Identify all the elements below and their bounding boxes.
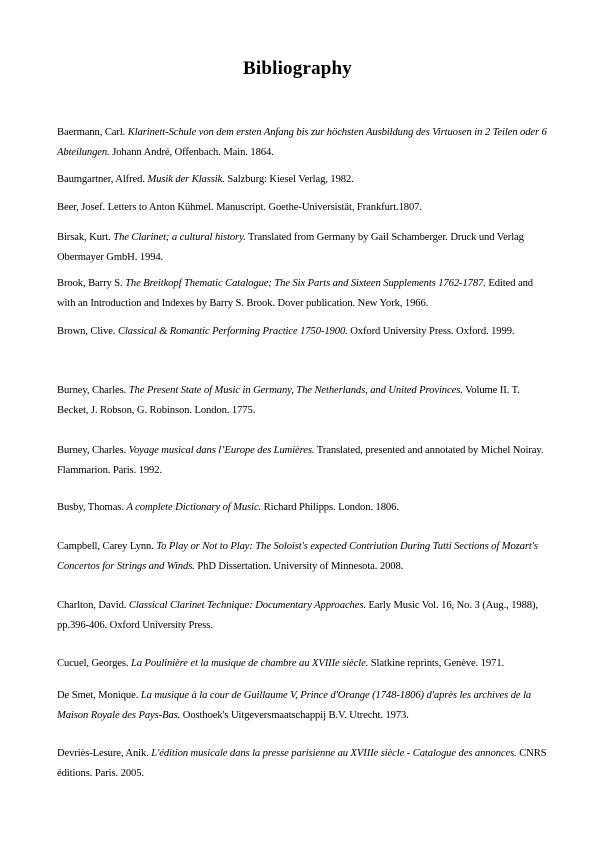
entry-title: The Present State of Music in Germany, The Netherlands, and United Provinces. [128,385,463,396]
entry-text: Slatkine reprints, Genève. 1971. [368,658,505,669]
entry-text: Volume II. T. Becket, J. Robson, G. Robinson. London. 1775. [57,385,520,416]
entry-title: L'édition musicale dans la presse parisienne au XVIIIe siècle - Catalogue des annonces. [151,748,517,759]
entry-title: La musique à la cour de Guillaume V, Prince d'Orange (1748-1806) d'après les archives de la Maison Royale des Pays-Bas. [57,690,532,721]
entry-text: CNRS éditions. Paris. 2005. [57,748,547,779]
bibliography-entry [57,170,547,190]
entry-title: Klarinett-Schule von dem ersten Anfang bis zur höchsten Ausbildung des Virtuosen in 2 Teilen oder 6 Abteilungen. [57,127,547,158]
entry-title: La Poulinière et la musique de chambre au XVIIIe siècle. [131,658,369,669]
entry-title: The Breitkopf Thematic Catalogue; The Six Parts and Sixteen Supplements 1762-1787. [125,278,486,289]
entry-text: Oosthoek's Uitgeversmaatschappij B.V. Utrecht. 1973. [180,710,409,721]
entry-title: To Play or Not to Play: The Soloist's expected Contriution During Tutti Sections of Mozart's Concertos for Strings and Winds. [57,541,538,572]
bibliography-entry [57,686,547,726]
entry-text: Translated from Germany by Gail Schamberger. Druck und Verlag Obermayer GmbH. 1994. [57,232,524,263]
bibliography-entry [57,198,547,218]
entry-title: A complete Dictionary of Music. [126,502,262,513]
entry-text: Busby, Thomas. [57,502,127,513]
bibliography-entry [57,537,547,577]
bibliography-entry [57,322,547,342]
entry-title: Classical Clarinet Technique: Documentary Approaches. [128,600,366,611]
entry-text: De Smet, Monique. [57,690,141,701]
entry-text: Brown, Clive. [57,326,118,337]
entry-title: Voyage musical dans l’Europe des Lumières. [128,445,315,456]
entry-text: Salzburg: Kiesel Verlag, 1982. [224,174,354,185]
bibliography-entry [57,274,547,314]
bibliography-entry [57,228,547,268]
entry-text: Oxford University Press. Oxford. 1999. [347,326,515,337]
entry-text: Baermann, Carl. [57,127,128,138]
bibliography-entry [57,744,547,784]
entry-text: Beer, Josef. Letters to Anton Kühmel. Manuscript. Goethe-Universistät, Frankfurt.1807. [57,202,422,213]
entry-text: Brook, Barry S. [57,278,126,289]
entry-text: Campbell, Carey Lynn. [57,541,157,552]
bibliography-entry [57,654,547,674]
bibliography-entry [57,596,547,636]
bibliography-entry [57,123,547,163]
entry-title: Classical & Romantic Performing Practice 1750-1900. [117,326,348,337]
entry-title: Musik der Klassik. [147,174,225,185]
entry-text: Birsak, Kurt. [57,232,114,243]
page-title: Bibliography [242,58,353,79]
entry-text: Burney, Charles. [57,385,129,396]
entry-title: The Clarinet; a cultural history. [113,232,246,243]
entry-text: Early Music Vol. 16, No. 3 (Aug., 1988), pp.396-406. Oxford University Press. [57,600,538,631]
entry-text: Richard Philipps. London. 1806. [261,502,399,513]
entry-text: Baumgartner, Alfred. [57,174,148,185]
bibliography-entry [57,381,547,421]
entry-text: Devriès-Lesure, Anik. [57,748,152,759]
entry-text: Johann André, Offenbach. Main. 1864. [109,147,274,158]
bibliography-entry [57,498,547,518]
entry-text: PhD Dissertation. University of Minnesota. 2008. [194,561,404,572]
bibliography-entry [57,441,547,481]
entry-text: Cucuel, Georges. [57,658,132,669]
entry-text: Edited and with an Introduction and Indexes by Barry S. Brook. Dover publication. New York, 1966. [57,278,533,309]
entry-text: Translated, presented and annotated by Michel Noiray. Flammarion. Paris. 1992. [57,445,544,476]
entry-text: Charlton, David. [57,600,129,611]
entry-text: Burney, Charles. [57,445,129,456]
